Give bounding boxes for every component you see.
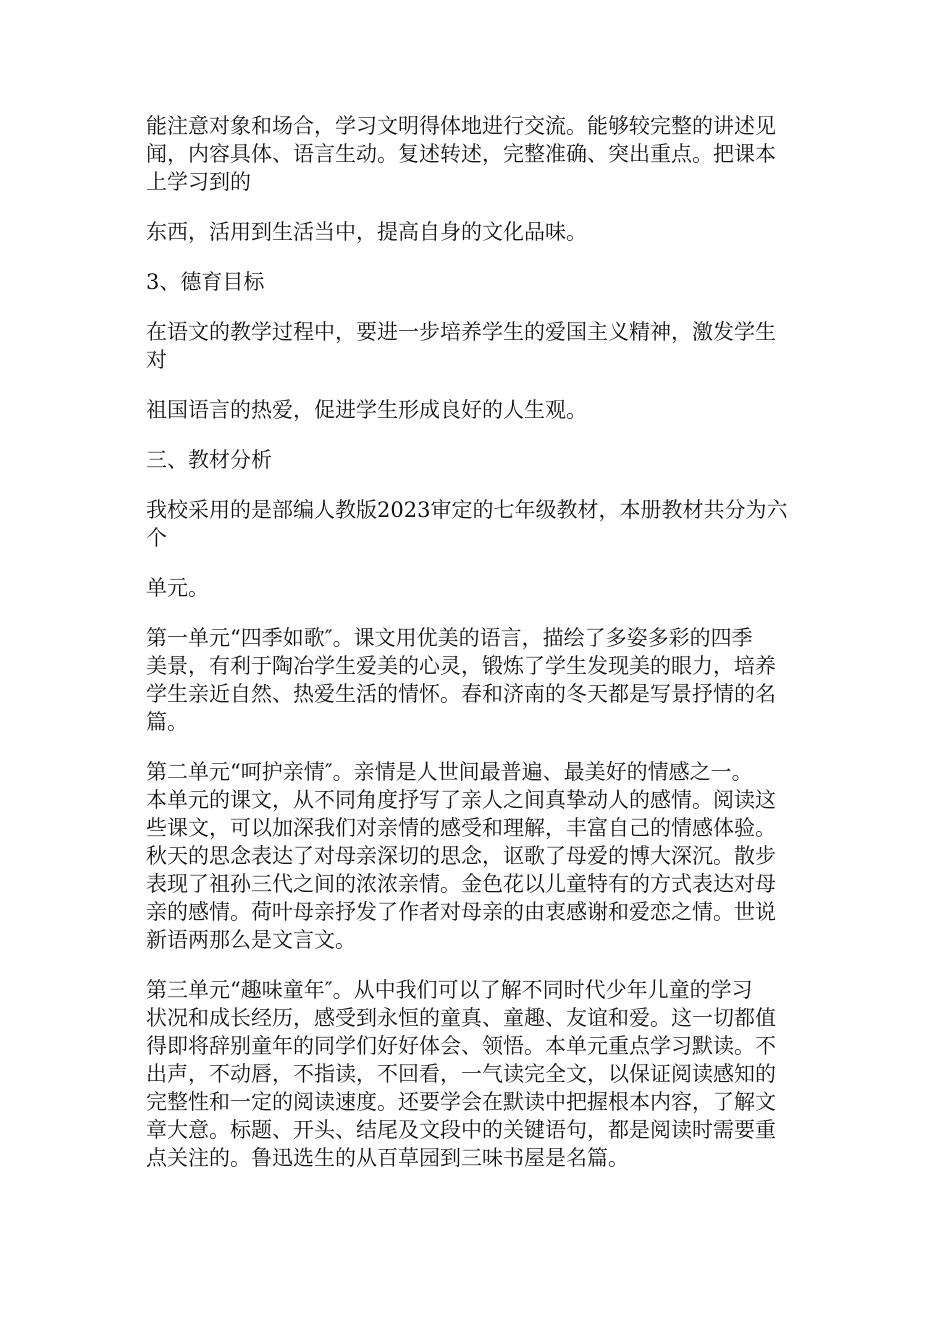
paragraph-units [146,574,806,602]
text-line: 表现了祖孙三代之间的浓浓亲情。金色花以儿童特有的方式表达对母 [146,872,776,896]
text-line: 学生亲近自然、热爱生活的情怀。春和济南的冬天都是写景抒情的名 [146,682,776,706]
heading-line: 3、德育目标 [146,270,265,294]
text-line: 第一单元“四季如歌″。课文用优美的语言，描绘了多姿多彩的四季 [146,626,753,650]
paragraph-apply-life [146,218,806,246]
paragraph-unit-three [146,976,806,1172]
text-line: 我校采用的是部编人教版2023审定的七年级教材，本册教材共分为六 [146,498,788,522]
text-line: 能注意对象和场合，学习文明得体地进行交流。能够较完整的讲述见 [146,114,776,138]
text-line: 秋天的思念表达了对母亲深切的思念，讴歌了母爱的博大深沉。散步 [146,844,776,868]
paragraph-textbook-intro [146,496,806,552]
text-line: 完整性和一定的阅读速度。还要学会在默读中把握根本内容，了解文 [146,1090,776,1114]
text-line: 新语两那么是文言文。 [146,928,356,952]
text-line: 祖国语言的热爱，促进学生形成良好的人生观。 [146,398,587,422]
text-line: 单元。 [146,576,209,600]
paragraph-patriotism [146,318,806,374]
text-line: 些课文，可以加深我们对亲情的感受和理解，丰富自己的情感体验。 [146,816,776,840]
paragraph-language-love [146,396,806,424]
text-line: 第二单元“呵护亲情″。亲情是人世间最普遍、最美好的情感之一。 [146,760,753,784]
text-line: 对 [146,348,167,372]
text-line: 得即将辞别童年的同学们好好体会、领悟。本单元重点学习默读。不 [146,1034,776,1058]
text-line: 个 [146,526,167,550]
heading-line: 三、教材分析 [146,448,272,472]
text-line: 篇。 [146,710,188,734]
text-line: 章大意。标题、开头、结尾及文段中的关键语句，都是阅读时需要重 [146,1118,776,1142]
paragraph-unit-one [146,624,806,736]
text-line: 美景，有利于陶冶学生爱美的心灵，锻炼了学生发现美的眼力，培养 [146,654,776,678]
text-line: 第三单元“趣味童年″。从中我们可以了解不同时代少年儿童的学习 [146,978,753,1002]
heading-moral-goal [146,268,806,296]
text-line: 在语文的教学过程中，要进一步培养学生的爱国主义精神，激发学生 [146,320,776,344]
text-line: 出声，不动唇，不指读，不回看，一气读完全文，以保证阅读感知的 [146,1062,776,1086]
paragraph-communication [146,112,806,196]
text-line: 上学习到的 [146,170,251,194]
text-line: 东西，活用到生活当中，提高自身的文化品味。 [146,220,587,244]
text-line: 亲的感情。荷叶母亲抒发了作者对母亲的由衷感谢和爱恋之情。世说 [146,900,776,924]
heading-textbook-analysis [146,446,806,474]
text-line: 状况和成长经历，感受到永恒的童真、童趣、友谊和爱。这一切都值 [146,1006,776,1030]
paragraph-unit-two [146,758,806,954]
document-body [146,112,806,1194]
text-line: 本单元的课文，从不同角度抒写了亲人之间真挚动人的感情。阅读这 [146,788,776,812]
text-line: 闻，内容具体、语言生动。复述转述，完整准确、突出重点。把课本 [146,142,776,166]
text-line: 点关注的。鲁迅选生的从百草园到三味书屋是名篇。 [146,1146,629,1170]
